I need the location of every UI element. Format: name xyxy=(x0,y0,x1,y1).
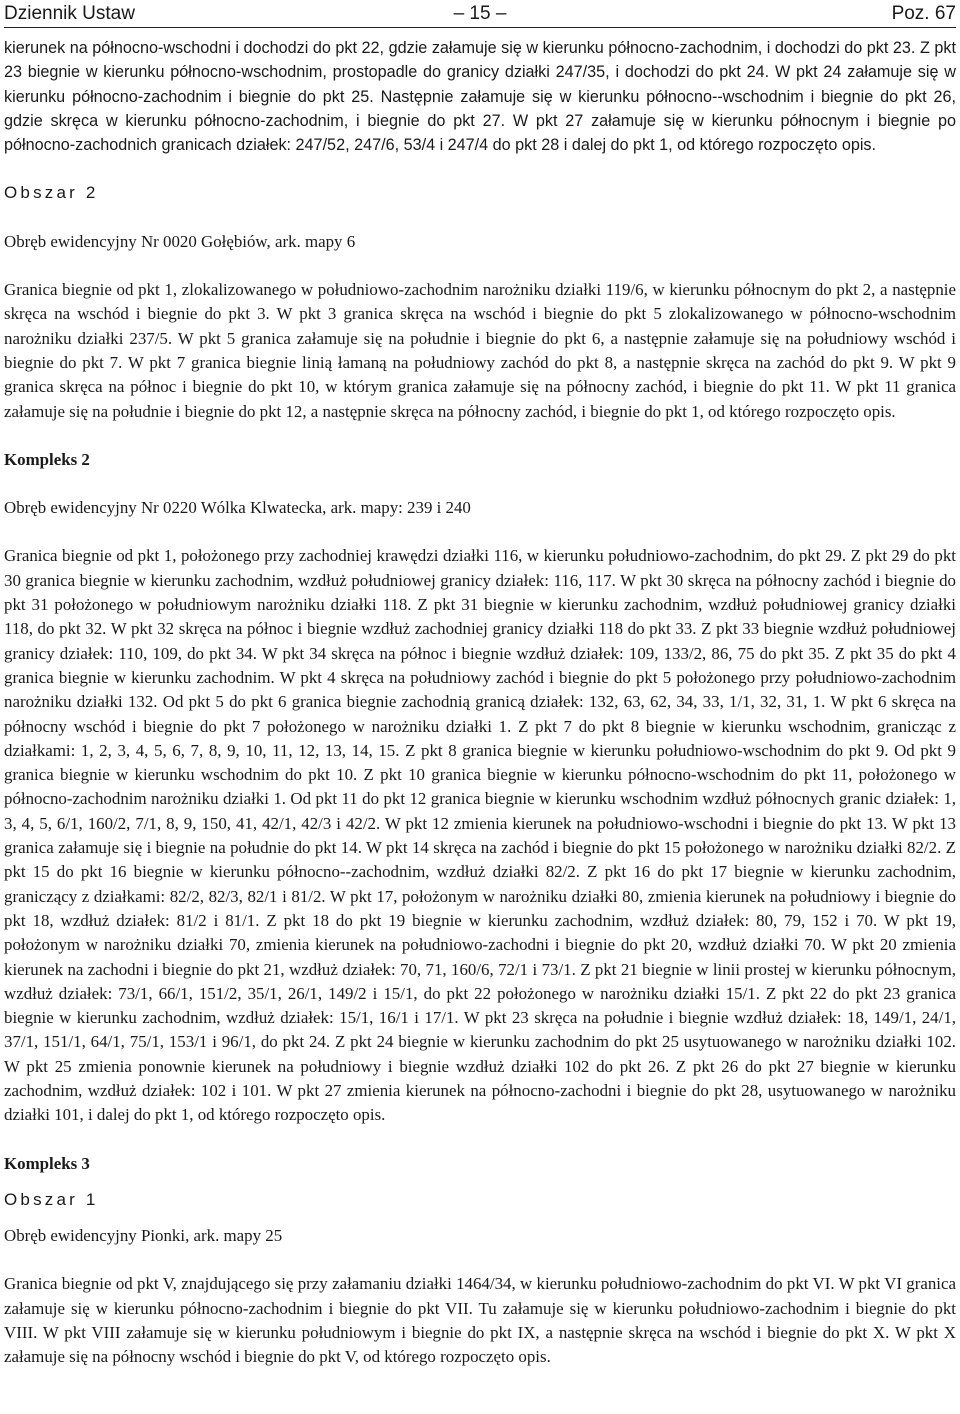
paragraph-continuation: kierunek na północno-wschodni i dochodzi do pkt 22, gdzie załamuje się w kierunku północno-zachodnim, i dochodzi do pkt 23. Z pkt 23 biegnie w kierunku północno-wschodnim, prostopadle do granicy działki 247/35, i dochodzi do pkt 24. W pkt 24 załamuje się w kierunku północno-zachodnim i biegnie do pkt 25. Następnie załamuje się w kierunku północno--wschodnim i biegnie do pkt 26, gdzie skręca w kierunku północno-zachodnim, i biegnie do pkt 27. W pkt 27 załamuje się w kierunku północnym i biegnie po północno-zachodnich granicach działek: 247/52, 247/6, 53/4 i 247/4 do pkt 28 i dalej do pkt 1, od którego rozpoczęto opis. xyxy=(4,39,956,155)
obreb-wolka-klwatecka: Obręb ewidencyjny Nr 0220 Wólka Klwatecka, ark. mapy: 239 i 240 xyxy=(4,498,471,518)
section-obszar-2: Obszar 2 xyxy=(4,183,99,203)
position-number: Poz. 67 xyxy=(891,3,956,24)
obreb-golebiow: Obręb ewidencyjny Nr 0020 Gołębiów, ark. mapy 6 xyxy=(4,231,356,251)
page-number: – 15 – xyxy=(453,3,507,24)
obreb-pionki: Obręb ewidencyjny Pionki, ark. mapy 25 xyxy=(4,1226,283,1246)
paragraph-pionki: Granica biegnie od pkt V, znajdującego się przy załamaniu działki 1464/34, w kierunku południowo-zachodnim do pkt VI. W pkt VI granica załamuje się w kierunku północno-zachodnim i biegnie do pkt VII. Tu załamuje się w kierunku południowo-zachodnim i biegnie do pkt VIII. W pkt VIII załamuje się w kierunku południowym i biegnie do pkt IX, a następnie skręca na wschód i biegnie do pkt X. W pkt X załamuje się na północny wschód i biegnie do pkt V, od którego rozpoczęto opis. xyxy=(4,1274,956,1367)
heading-kompleks-2: Kompleks 2 xyxy=(4,449,90,469)
page-header xyxy=(4,0,956,28)
section-obszar-1: Obszar 1 xyxy=(4,1189,99,1209)
paragraph-kompleks-2: Granica biegnie od pkt 1, położonego przy zachodniej krawędzi działki 116, w kierunku południowo-zachodnim, do pkt 29. Z pkt 29 do pkt 30 granica biegnie w kierunku zachodnim, wzdłuż południowej granicy działek: 116, 117. W pkt 30 skręca na północny zachód i biegnie do pkt 31 położonego w południowym narożniku działki 118. Z pkt 31 biegnie w kierunku zachodnim, wzdłuż południowej granicy działki 118, do pkt 32. W pkt 32 skręca na północ i biegnie wzdłuż zachodniej granicy działki 118 do pkt 33. Z pkt 33 biegnie wzdłuż południowej granicy działek: 110, 109, do pkt 34. W pkt 34 skręca na północ i biegnie wzdłuż działek: 109, 133/2, 86, 75 do pkt 35. Z pkt 35 do pkt 4 granica biegnie w kierunku zachodnim. W pkt 4 skręca na południowy zachód i biegnie do pkt 5 położonego przy południowo-zachodnim narożniku działki 132. Od pkt 5 do pkt 6 granica biegnie zachodnią granicą działek: 132, 63, 62, 34, 33, 1/1, 32, 31, 1. W pkt 6 skręca na północny wschód i biegnie do pkt 7 położonego w narożniku działki 1. Z pkt 7 do pkt 8 biegnie w kierunku wschodnim, granicząc z działkami: 1, 2, 3, 4, 5, 6, 7, 8, 9, 10, 11, 12, 13, 14, 15. Z pkt 8 granica biegnie w kierunku południowo-wschodnim do pkt 9. Od pkt 9 granica biegnie w kierunku wschodnim do pkt 10. Z pkt 10 granica biegnie w kierunku północno-wschodnim do pkt 11, położonego w północno-zachodnim narożniku działki 1. Od pkt 11 do pkt 12 granica biegnie w kierunku wschodnim wzdłuż północnych granic działek: 1, 3, 4, 5, 6/1, 160/2, 7/1, 8, 9, 150, 41, 42/1, 42/3 i 42/2. W pkt 12 zmienia kierunek na południowo-wschodni i biegnie do pkt 13. W pkt 13 granica załamuje się i biegnie na południe do pkt 14. W pkt 14 skręca na zachód i biegnie do pkt 15 położonego w narożniku działki 82/2. Z pkt 15 do pkt 16 biegnie w kierunku północno--zachodnim, wzdłuż działki 82/2. Z pkt 16 do pkt 17 biegnie w kierunku zachodnim, graniczący z działkami: 82/2, 82/3, 82/1 i 81/2. W pkt 17, położonym w narożniku działki 80, zmienia kierunek na południowy i biegnie do pkt 18, wzdłuż działek: 81/2 i 81/1. Z pkt 18 do pkt 19 biegnie w kierunku zachodnim, wzdłuż działek: 80, 79, 152 i 70. W pkt 19, położonym w narożniku działki 70, zmienia kierunek na południowo-zachodni i biegnie do pkt 20, wzdłuż działki 70. W pkt 20 zmienia kierunek na zachodni i biegnie do pkt 21, wzdłuż działek: 70, 71, 160/6, 72/1 i 73/1. Z pkt 21 biegnie w linii prostej w kierunku północnym, wzdłuż działek: 73/1, 66/1, 151/2, 35/1, 26/1, 149/2 i 15/1, do pkt 22 położonego w narożniku działki 15/1. Z pkt 22 do pkt 23 granica biegnie w kierunku zachodnim, wzdłuż działek: 15/1, 16/1 i 17/1. W pkt 23 skręca na południe i biegnie wzdłuż działek: 18, 149/1, 24/1, 37/1, 151/1, 64/1, 75/1, 153/1 i 96/1, do pkt 24. Z pkt 24 biegnie w kierunku zachodnim do pkt 25 usytuowanego w narożniku działki 102. W pkt 25 zmienia ponownie kierunek na południowy i biegnie wzdłuż działki 102 do pkt 26. Z pkt 26 do pkt 27 biegnie w kierunku zachodnim, wzdłuż działek: 102 i 101. W pkt 27 zmienia kierunek na północno-zachodni i biegnie do pkt 28, usytuowanego w narożniku działki 101, i dalej do pkt 1, od którego rozpoczęto opis. xyxy=(4,546,956,1125)
header-rule xyxy=(4,27,956,28)
heading-kompleks-3: Kompleks 3 xyxy=(4,1153,90,1173)
paragraph-obszar-2: Granica biegnie od pkt 1, zlokalizowanego w południowo-zachodnim narożniku działki 119/6, w kierunku północnym do pkt 2, a następnie skręca na wschód i biegnie do pkt 3. W pkt 3 granica skręca na wschód i biegnie do pkt 5 zlokalizowanego w północno-wschodnim narożniku działki 237/5. W pkt 5 granica załamuje się na południe i biegnie do pkt 6, a następnie załamuje się na południowy wschód i biegnie do pkt 7. W pkt 7 granica biegnie linią łamaną na południowy zachód do pkt 8, a następnie skręca na zachód do pkt 9. W pkt 9 granica skręca na północ i biegnie do pkt 10, w którym granica załamuje się na północny zachód, i biegnie do pkt 11. W pkt 11 granica załamuje się na południe i biegnie do pkt 12, a następnie skręca na północny zachód, i biegnie do pkt 1, od którego rozpoczęto opis. xyxy=(4,280,956,421)
document-body xyxy=(4,36,956,1370)
journal-name: Dziennik Ustaw xyxy=(4,3,135,24)
